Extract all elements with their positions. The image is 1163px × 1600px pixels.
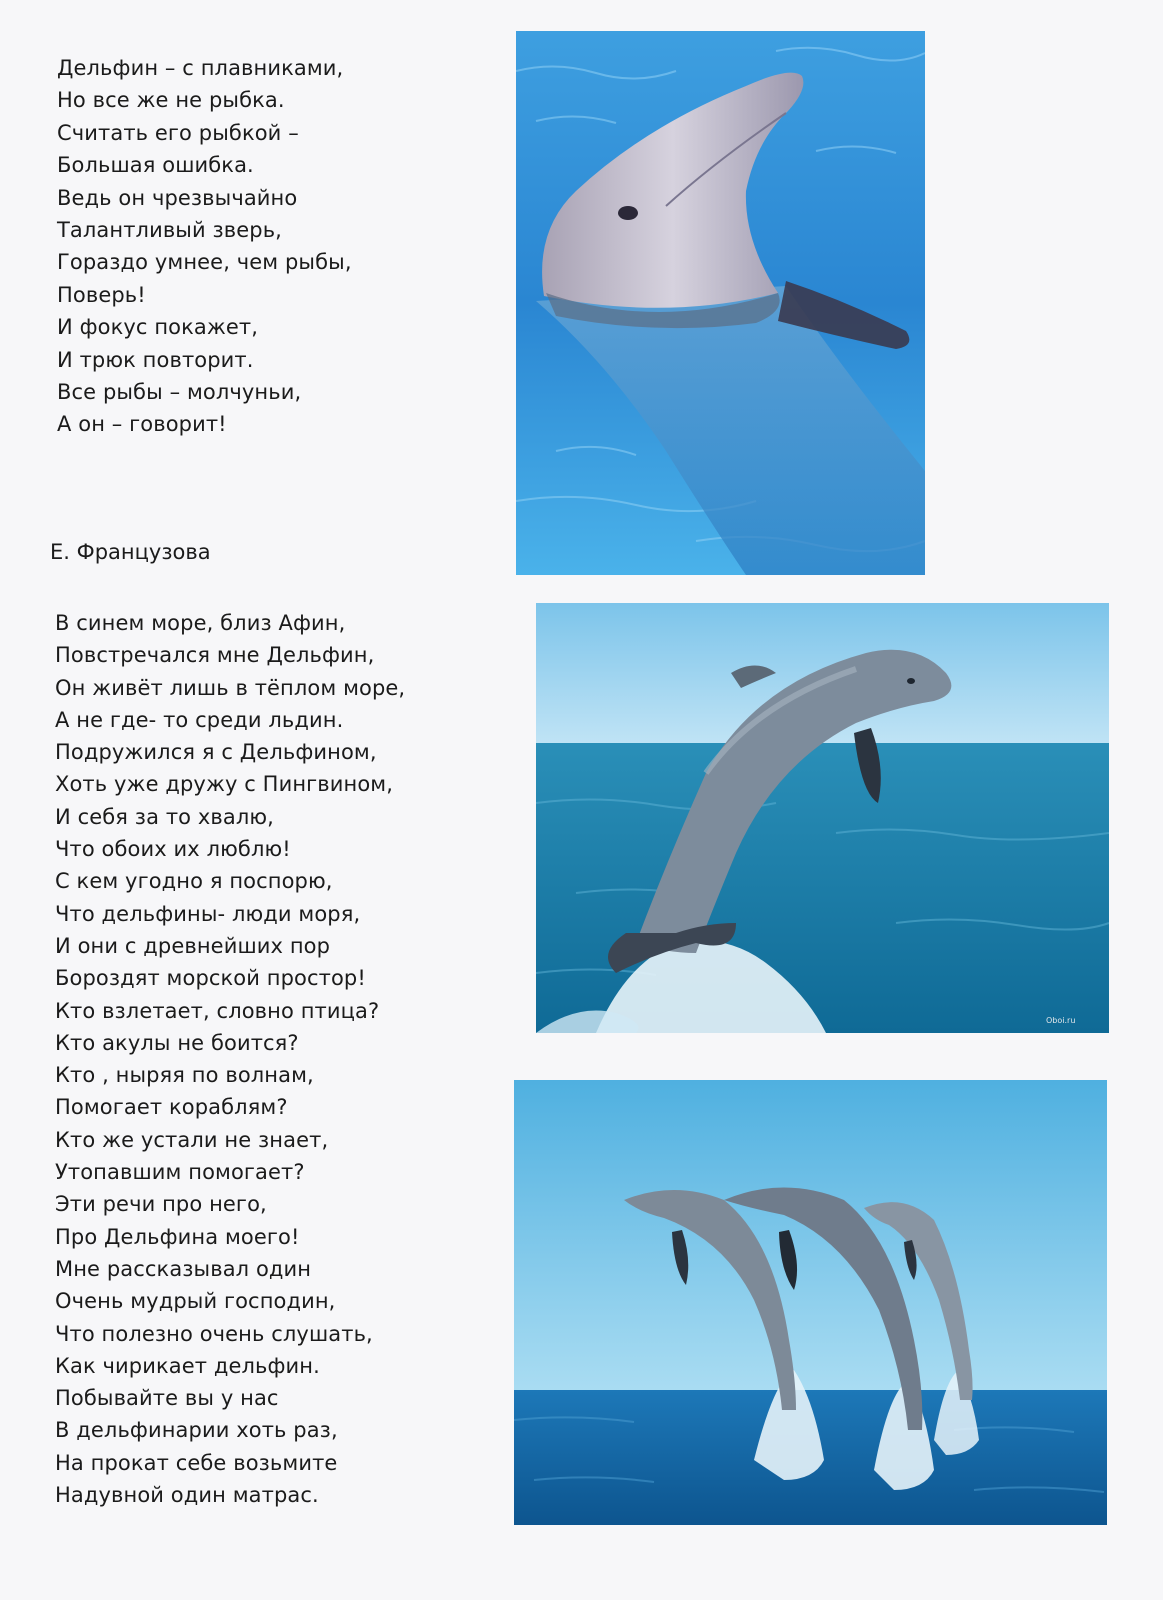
poem-line: Кто акулы не боится? (55, 1030, 299, 1055)
poem-line: Большая ошибка. (57, 153, 254, 178)
photo-three-dolphins (514, 1080, 1107, 1525)
poem-line: Бороздят морской простор! (55, 966, 366, 991)
poem-line: Утопавшим помогает? (55, 1160, 305, 1185)
poem-dolphin-with-fins (57, 52, 352, 441)
poem-line: Поверь! (57, 282, 146, 307)
poem-line: В дельфинарии хоть раз, (55, 1418, 338, 1443)
poem-line: Ведь он чрезвычайно (57, 185, 298, 210)
poem-line: Очень мудрый господин, (55, 1289, 336, 1314)
poem-sea-near-athens (55, 607, 405, 1511)
poem-line: Считать его рыбкой – (57, 120, 299, 145)
poem-line: Надувной один матрас. (55, 1483, 319, 1508)
dolphin-head-image (516, 31, 925, 575)
poem-line: Кто же устали не знает, (55, 1127, 329, 1152)
poem-line: Все рыбы – молчуньи, (57, 380, 302, 405)
poem-line: Кто взлетает, словно птица? (55, 998, 380, 1023)
poem-line: Гораздо умнее, чем рыбы, (57, 250, 352, 275)
poem-line: Хоть уже дружу с Пингвином, (55, 772, 394, 797)
poem-line: Эти речи про него, (55, 1192, 267, 1217)
poem-line: И трюк повторит. (57, 347, 254, 372)
poem-line: И себя за то хвалю, (55, 804, 274, 829)
poem-line: Что дельфины- люди моря, (55, 901, 361, 926)
poem-line: Подружился я с Дельфином, (55, 740, 377, 765)
poem-line: На прокат себе возьмите (55, 1450, 338, 1475)
poem-line: Он живёт лишь в тёплом море, (55, 675, 406, 700)
poem-line: Как чирикает дельфин. (55, 1353, 320, 1378)
poem-line: Но все же не рыбка. (57, 88, 285, 113)
poem-line: В синем море, близ Афин, (55, 611, 346, 635)
poem-line: Мне рассказывал один (55, 1256, 312, 1281)
poem-line: И фокус покажет, (57, 315, 258, 340)
poem-line: Кто , ныряя по волнам, (55, 1063, 314, 1088)
poem-line: С кем угодно я поспорю, (55, 869, 333, 894)
poem-line: Что полезно очень слушать, (55, 1321, 373, 1346)
photo-dolphin-leaping (536, 603, 1109, 1033)
poem-line: А не где- то среди льдин. (55, 707, 344, 732)
photo-dolphin-head (516, 31, 925, 575)
poem-line: Про Дельфина моего! (55, 1224, 300, 1249)
poem-author: Е. Французова (50, 540, 211, 564)
poem-line: Повстречался мне Дельфин, (55, 643, 375, 668)
poem-line: Дельфин – с плавниками, (57, 56, 344, 80)
poem-line: Побывайте вы у нас (55, 1386, 279, 1411)
poem-line: Что обоих их люблю! (55, 837, 291, 862)
poem-line: Талантливый зверь, (57, 218, 282, 243)
dolphin-leaping-image (536, 603, 1109, 1033)
poem-line: А он – говорит! (57, 412, 227, 437)
poem-line: И они с древнейших пор (55, 933, 331, 958)
photo-credit: Oboi.ru (1046, 1016, 1076, 1025)
poem-line: Помогает кораблям? (55, 1095, 288, 1120)
three-dolphins-image (514, 1080, 1107, 1525)
